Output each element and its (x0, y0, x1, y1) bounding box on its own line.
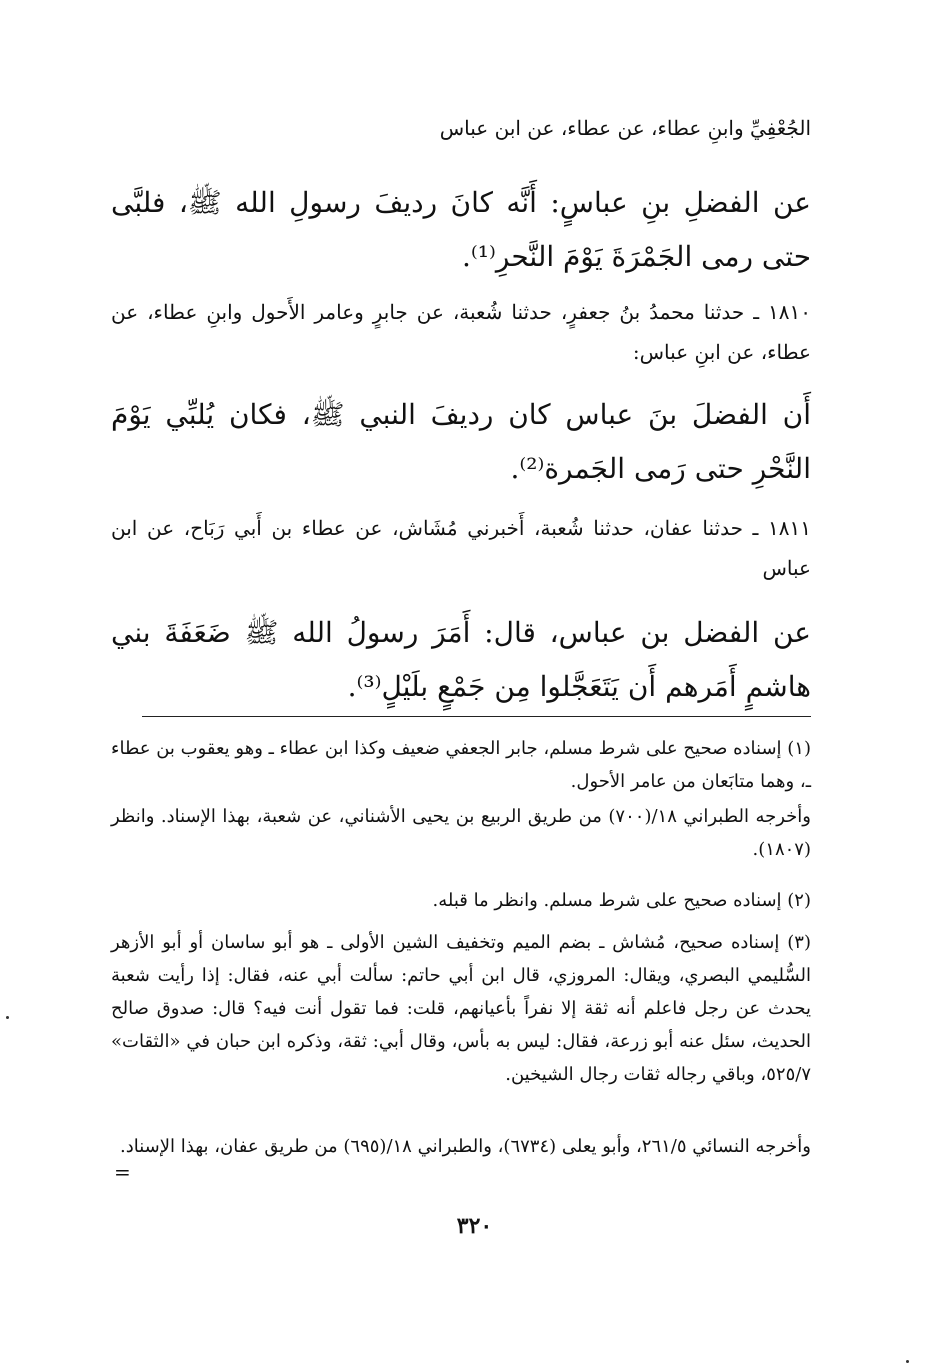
hadith-text-1810: أَن الفضلَ بنَ عباس كان رديفَ النبي ﷺ، فكان يُلبِّي يَوْمَ النَّحْرِ حتى رَمى الجَمرة⁽²⁾. (111, 398, 811, 485)
footnote-3-continued: وأخرجه النسائي ٢٦١/٥، وأبو يعلى (٦٧٣٤)، والطبراني ١٨/(٦٩٥) من طريق عفان، بهذا الإسناد. (120, 1136, 811, 1157)
hadith-text-1809: عن الفضلِ بنِ عباسٍ: أَنَّه كانَ رديفَ رسولِ الله ﷺ، فلبَّى حتى رمى الجَمْرَةَ يَوْمَ النَّحرِ⁽¹⁾. (111, 186, 811, 273)
footnote-separator (142, 716, 811, 717)
hadith-text-1811: عن الفضل بن عباس، قال: أَمَرَ رسولُ الله ﷺ ضَعَفَةَ بني هاشمٍ أَمَرهم أَن يَتَعَجَّلوا مِن جَمْعٍ بلَيْلٍ⁽³⁾. (111, 616, 811, 703)
footnote-1: (١) إسناده صحيح على شرط مسلم، جابر الجعفي ضعيف وكذا ابن عطاء ـ وهو يعقوب بن عطاء ـ، وهما متابَعان من عامر الأحول. (111, 738, 811, 792)
continuation-mark: = (114, 1160, 131, 1184)
isnad-chain-1810: ١٨١٠ ـ حدثنا محمدُ بنُ جعفرٍ، حدثنا شُعبة، عن جابرٍ وعامر الأَحول وابنِ عطاء، عن عطاء، عن ابنِ عباس: (111, 300, 811, 364)
isnad-chain-1: الجُعْفِيِّ وابنِ عطاء، عن عطاء، عن ابن عباس (439, 116, 811, 140)
footnote-1-continued: وأخرجه الطبراني ١٨/(٧٠٠) من طريق الربيع بن يحيى الأشناني، عن شعبة، بهذا الإسناد. وانظر (١٨٠٧). (111, 806, 811, 860)
isnad-chain-1811: ١٨١١ ـ حدثنا عفان، حدثنا شُعبة، أَخبرني مُشَاش، عن عطاء بن أَبي رَبَاح، عن ابن عباس (111, 516, 811, 580)
footnote-3: (٣) إسناده صحيح، مُشاش ـ بضم الميم وتخفيف الشين الأولى ـ هو أبو ساسان أو أبو الأزهر السُّليمي البصري، ويقال: المروزي، قال ابن أبي حاتم: سألت أبي عنه، فقال: إذا رأيت شعبة يحدث عن رجل فاعلم أنه ثقة إلا نفراً بأعيانهم، قلت: فما تقول أنت فيه؟ قال: صدوق صالح الحديث، سئل عنه أبو زرعة، فقال: ليس به بأس، وقال أبي: ثقة، وذكره ابن حبان في «الثقات» ٥٢٥/٧، وباقي رجاله ثقات رجال الشيخين. (111, 932, 811, 1085)
scan-speck (906, 1360, 909, 1363)
footnote-2: (٢) إسناده صحيح على شرط مسلم. وانظر ما قبله. (432, 890, 811, 911)
scan-speck (6, 1016, 9, 1019)
page-number: ٣٢٠ (456, 1213, 493, 1239)
